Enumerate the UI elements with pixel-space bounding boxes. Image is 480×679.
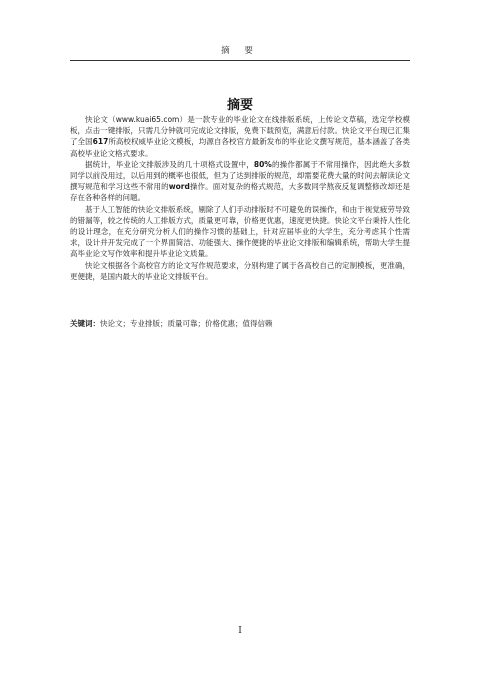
word-term: word xyxy=(168,182,190,192)
paragraph-1-text-a: 快论文（ xyxy=(85,115,116,124)
abstract-body xyxy=(70,114,410,282)
paragraph-1-text-c: ）是一款专业的毕业论文在线排版系统，上传论文草稿，选定学校模板，点击一键排版，只需几分钟就可完成论文排版，免费下载预览，满意后付款。快论文平台现已汇集了全国 xyxy=(70,115,411,147)
template-count: 617 xyxy=(92,137,109,147)
paragraph-1 xyxy=(70,114,410,159)
percentage-value: 80% xyxy=(253,159,272,169)
paragraph-4: 快论文根据各个高校官方的论文写作规范要求，分别构建了属于各高校自己的定制模板，更准确，更便捷，是国内最大的毕业论文排版平台。 xyxy=(70,260,410,281)
paragraph-3: 基于人工智能的快论文排版系统，剔除了人们手动排版时不可避免的误操作，和由于视觉疲劳导致的错漏等，较之传统的人工排版方式，质量更可靠，价格更优惠，速度更快捷。快论文平台秉持人性化的设计理念，在充分研究分析人们的操作习惯的基础上，针对应届毕业的大学生，充分考虑其个性需求，设计并开发完成了一个界面简洁、功能强大、操作便捷的毕业论文排版和编辑系统，帮助大学生提高毕业论文写作效率和提升毕业论文质量。 xyxy=(70,204,410,259)
paragraph-2-text-e: 操作。面对复杂的格式规范，大多数同学熬夜反复调整修改却还是存在各种各样的问题。 xyxy=(70,182,411,203)
keywords-text: 快论文；专业排版；质量可靠；价格优惠；值得信赖 xyxy=(100,319,273,328)
paragraph-2-text-c: 的操作都属于不常用操作，因此绝大多数同学以前没用过，以后用到的概率也很低，但为了达到排版的规范，却需要花费大量的时间去解读论文撰写规范和学习这些不常用的 xyxy=(70,159,410,192)
paragraph-1-text-e: 所高校权威毕业论文模板，均源自各校官方最新发布的毕业论文撰写规范，基本涵盖了各类高校毕业论文格式要求。 xyxy=(70,137,411,158)
keywords-label: 关键词： xyxy=(70,319,100,328)
paragraph-2 xyxy=(70,159,410,204)
page-number: I xyxy=(238,626,242,636)
website-link[interactable]: www.kuai65.com xyxy=(115,115,180,124)
header-rule xyxy=(70,60,410,61)
keywords-line xyxy=(70,318,410,329)
running-header: 摘 要 xyxy=(221,46,259,56)
paragraph-2-text-a: 据统计，毕业论文排版涉及的几十项格式设置中， xyxy=(85,159,254,169)
page-title: 摘要 xyxy=(226,98,253,113)
